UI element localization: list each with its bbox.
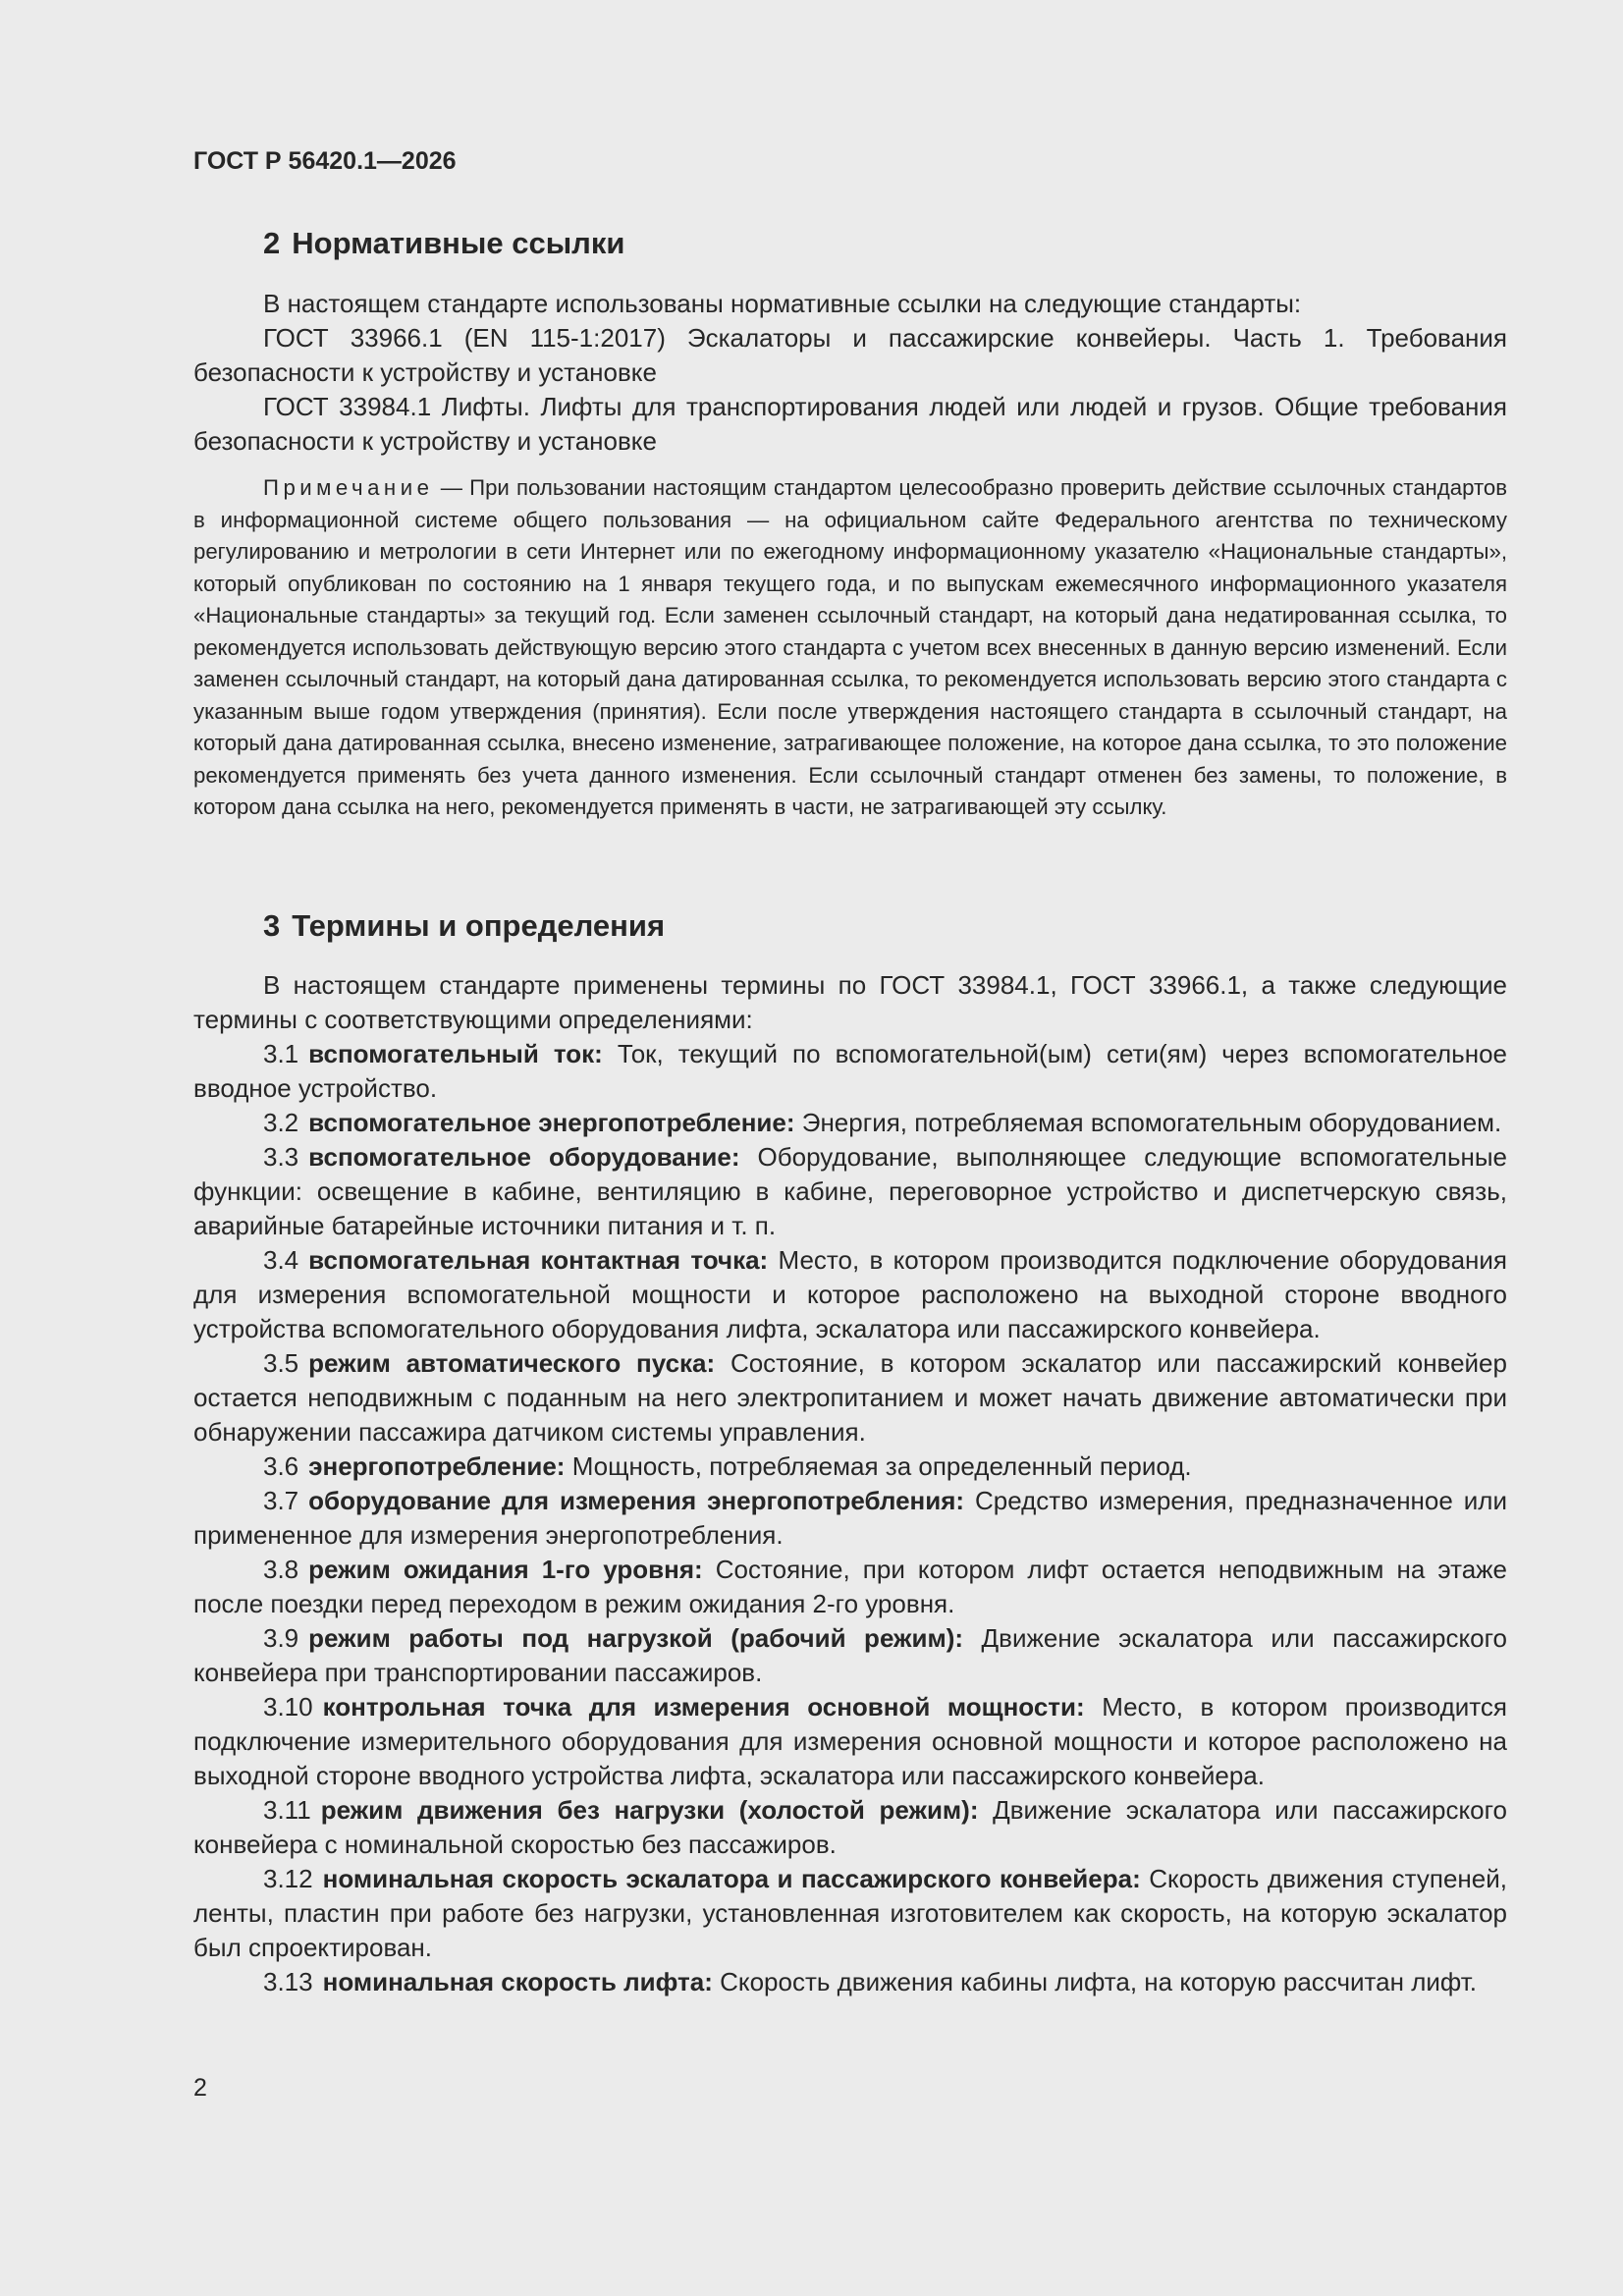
page-number: 2	[193, 2074, 207, 2102]
term-definition: Движение эскалатора или пассажирского конвейера при транспортировании пассажиров.	[193, 1623, 1507, 1687]
document-header: ГОСТ Р 56420.1—2026	[193, 147, 457, 175]
term-entry	[193, 1346, 1507, 1449]
term-number: 3.9	[263, 1623, 299, 1653]
section-2-heading	[263, 226, 624, 261]
term-entry	[193, 1690, 1507, 1793]
term-number: 3.12	[263, 1864, 313, 1893]
section-3-heading	[263, 908, 665, 944]
term-name: вспомогательное энергопотребление:	[308, 1108, 795, 1137]
term-entry	[193, 1484, 1507, 1553]
term-number: 3.11	[263, 1795, 311, 1825]
section-2-number: 2	[263, 226, 281, 260]
term-number: 3.5	[263, 1348, 299, 1378]
term-number: 3.8	[263, 1555, 299, 1584]
term-number: 3.2	[263, 1108, 299, 1137]
term-name: вспомогательное оборудование:	[308, 1142, 740, 1172]
term-number: 3.10	[263, 1692, 313, 1722]
term-number: 3.6	[263, 1451, 299, 1481]
term-definition: Скорость движения кабины лифта, на которую рассчитан лифт.	[720, 1967, 1477, 1996]
note-text: — При пользовании настоящим стандартом целесообразно проверить действие ссылочных стандартов в информационной системе общего пользования — на официальном сайте Федерального агентства по техническому регулированию и метрологии в сети Интернет или по ежегодному информационному указателю «Национальные стандарты», который опубликован по состоянию на 1 января текущего года, и по выпускам ежемесячного информационного указателя «Национальные стандарты» за текущий год. Если заменен ссылочный стандарт, на который дана недатированная ссылка, то рекомендуется использовать действующую версию этого стандарта с учетом всех внесенных в данную версию изменений. Если заменен ссылочный стандарт, на который дана датированная ссылка, то рекомендуется использовать версию этого стандарта с указанным выше годом утверждения (принятия). Если после утверждения настоящего стандарта в ссылочный стандарт, на который дана датированная ссылка, внесено изменение, затрагивающее положение, на которое дана ссылка, то это положение рекомендуется применять без учета данного изменения. Если ссылочный стандарт отменен без замены, то положение, в котором дана ссылка на него, рекомендуется применять в части, не затрагивающей эту ссылку.	[193, 475, 1507, 819]
term-entry	[193, 1106, 1507, 1140]
term-name: режим движения без нагрузки (холостой режим):	[320, 1795, 979, 1825]
term-definition: Движение эскалатора или пассажирского конвейера с номинальной скоростью без пассажиров.	[193, 1795, 1507, 1859]
term-definition: Скорость движения ступеней, ленты, пластин при работе без нагрузки, установленная изготовителем как скорость, на которую эскалатор был спроектирован.	[193, 1864, 1507, 1962]
note-label: Примечание	[263, 475, 434, 500]
note-block	[193, 472, 1507, 824]
term-definition: Оборудование, выполняющее следующие вспомогательные функции: освещение в кабине, вентиляцию в кабине, переговорное устройство и диспетчерскую связь, аварийные батарейные источники питания и т. п.	[193, 1142, 1508, 1240]
term-name: оборудование для измерения энергопотребления:	[308, 1486, 965, 1515]
term-name: контрольная точка для измерения основной мощности:	[322, 1692, 1085, 1722]
section-3-number: 3	[263, 908, 281, 943]
term-entry	[193, 1862, 1507, 1965]
section-3-intro: В настоящем стандарте применены термины по ГОСТ 33984.1, ГОСТ 33966.1, а также следующие термины с соответствующими определениями:	[193, 970, 1507, 1034]
reference-item: ГОСТ 33966.1 (EN 115-1:2017) Эскалаторы и пассажирские конвейеры. Часть 1. Требования безопасности к устройству и установке	[193, 323, 1507, 387]
term-number: 3.7	[263, 1486, 299, 1515]
term-definition: Состояние, в котором эскалатор или пассажирский конвейер остается неподвижным с поданным на него электропитанием и может начать движение автоматически при обнаружении пассажира датчиком системы управления.	[193, 1348, 1507, 1447]
section-3-title: Термины и определения	[292, 908, 666, 943]
term-entry	[193, 1140, 1507, 1243]
term-name: номинальная скорость эскалатора и пассажирского конвейера:	[322, 1864, 1141, 1893]
term-definition: Место, в котором производится подключение оборудования для измерения вспомогательной мощности и которое расположено на выходной стороне вводного устройства вспомогательного оборудования лифта, эскалатора или пассажирского конвейера.	[193, 1245, 1507, 1343]
term-number: 3.1	[263, 1039, 299, 1068]
section-2-body	[193, 287, 1507, 824]
term-name: вспомогательная контактная точка:	[308, 1245, 769, 1275]
term-number: 3.3	[263, 1142, 299, 1172]
term-entry	[193, 1553, 1507, 1621]
term-name: номинальная скорость лифта:	[322, 1967, 713, 1996]
term-entry	[193, 1449, 1507, 1484]
term-name: вспомогательный ток:	[308, 1039, 603, 1068]
term-name: режим автоматического пуска:	[308, 1348, 716, 1378]
term-name: режим ожидания 1-го уровня:	[308, 1555, 703, 1584]
section-2-title: Нормативные ссылки	[292, 226, 625, 260]
term-definition: Энергия, потребляемая вспомогательным оборудованием.	[801, 1108, 1502, 1137]
term-definition: Ток, текущий по вспомогательной(ым) сети(ям) через вспомогательное вводное устройство.	[193, 1039, 1507, 1103]
term-entry	[193, 1965, 1507, 1999]
term-entry	[193, 1243, 1507, 1346]
term-definition: Мощность, потребляемая за определенный период.	[571, 1451, 1192, 1481]
section-2-intro: В настоящем стандарте использованы нормативные ссылки на следующие стандарты:	[263, 289, 1302, 318]
term-entry	[193, 1621, 1507, 1690]
term-definition: Место, в котором производится подключение измерительного оборудования для измерения основной мощности и которое расположено на выходной стороне вводного устройства лифта, эскалатора или пассажирского конвейера.	[193, 1692, 1507, 1790]
term-number: 3.4	[263, 1245, 299, 1275]
term-entry	[193, 1793, 1507, 1862]
term-definition: Состояние, при котором лифт остается неподвижным на этаже после поездки перед переходом в режим ожидания 2-го уровня.	[193, 1555, 1508, 1618]
term-name: режим работы под нагрузкой (рабочий режим):	[308, 1623, 964, 1653]
reference-item: ГОСТ 33984.1 Лифты. Лифты для транспортирования людей или людей и грузов. Общие требования безопасности к устройству и установке	[193, 392, 1507, 456]
section-3-body	[193, 968, 1507, 1999]
term-entry	[193, 1037, 1507, 1106]
term-number: 3.13	[263, 1967, 313, 1996]
term-definition: Средство измерения, предназначенное или примененное для измерения энергопотребления.	[193, 1486, 1507, 1550]
term-name: энергопотребление:	[308, 1451, 566, 1481]
terms-list	[193, 1037, 1507, 1999]
